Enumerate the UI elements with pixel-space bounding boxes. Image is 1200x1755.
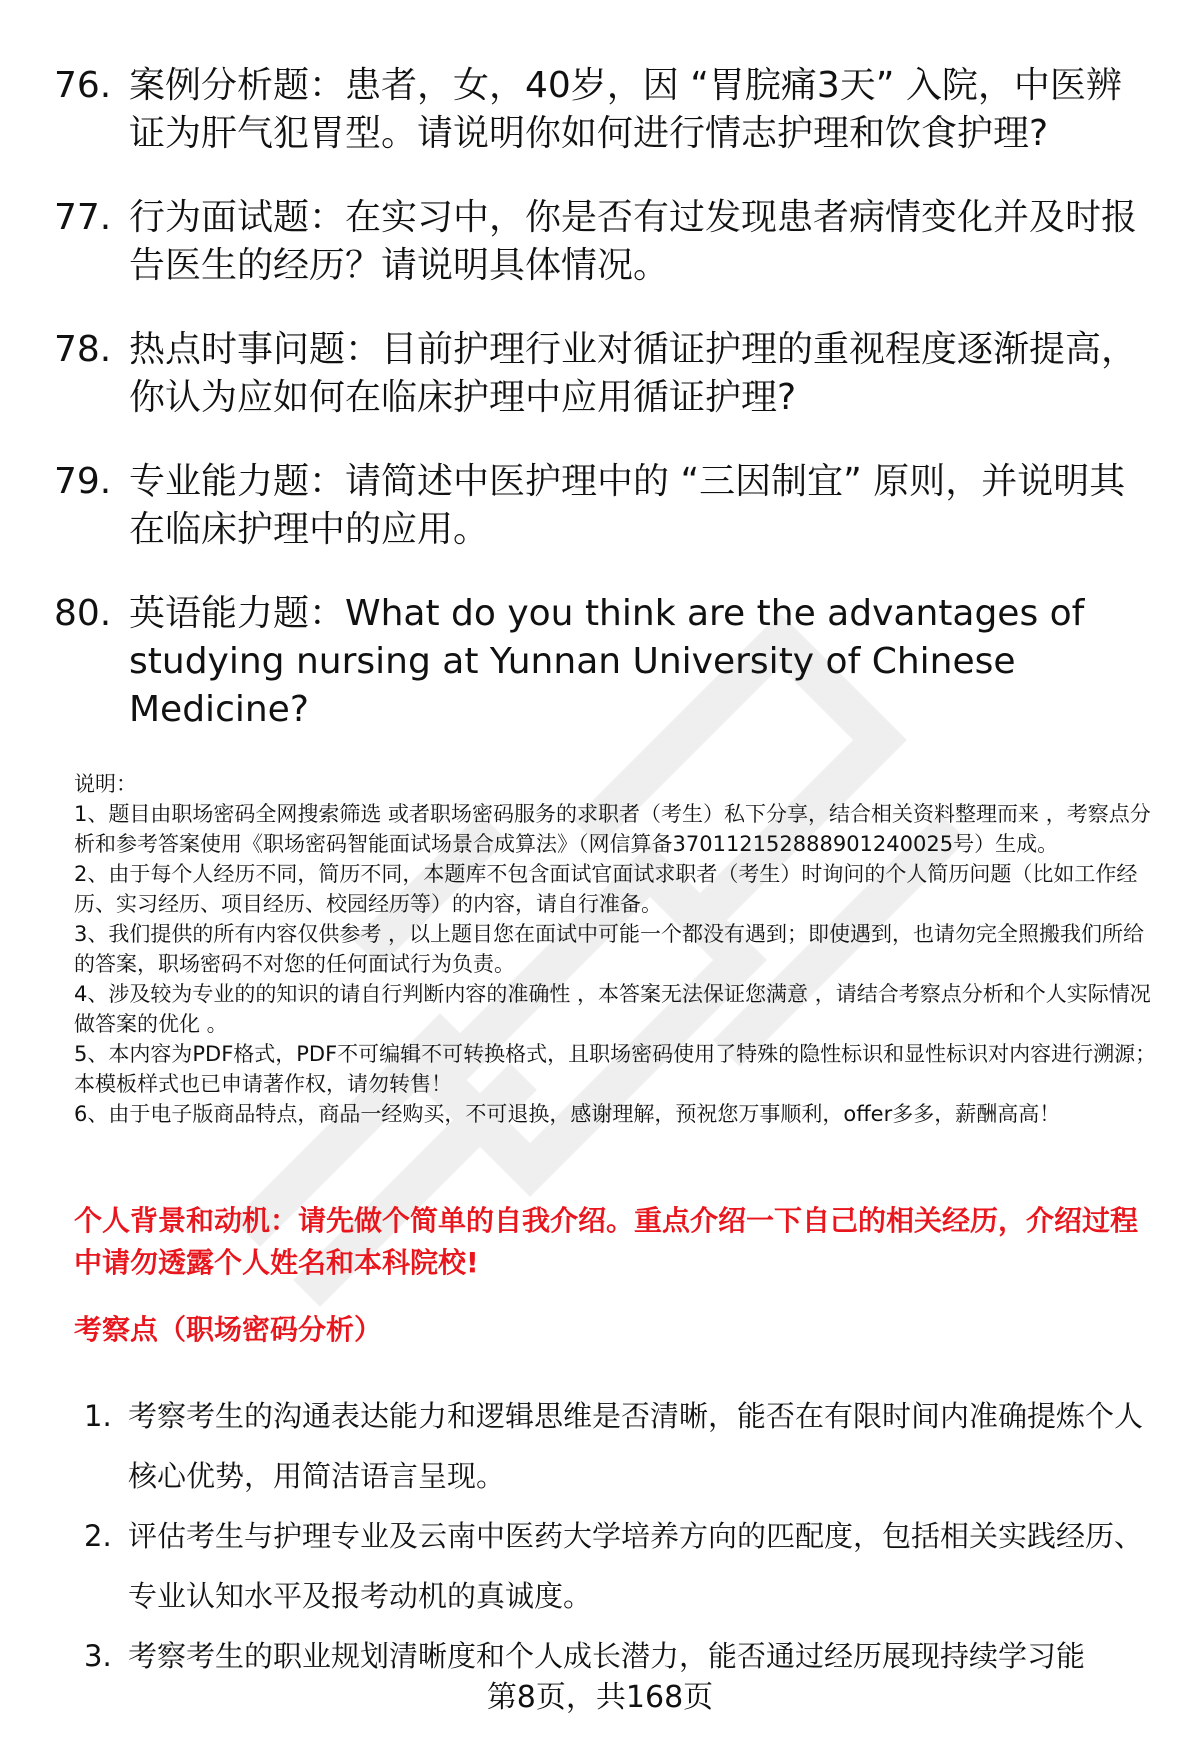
question-item bbox=[54, 194, 1154, 290]
point-number: 2. bbox=[84, 1519, 112, 1553]
question-text: 案例分析题：患者，女，40岁，因 “胃脘痛3天” 入院，中医辨证为肝气犯胃型。请说明你如何进行情志护理和饮食护理? bbox=[129, 65, 1122, 154]
question-text: 热点时事问题：目前护理行业对循证护理的重视程度逐渐提高，你认为应如何在临床护理中应用循证护理? bbox=[129, 329, 1138, 418]
disclaimer-notes bbox=[74, 769, 1164, 1129]
point-text: 考察考生的沟通表达能力和逻辑思维是否清晰，能否在有限时间内准确提炼个人核心优势，用简洁语言呈现。 bbox=[128, 1399, 1144, 1493]
question-item bbox=[54, 590, 1154, 734]
note-item: 5、本内容为PDF格式，PDF不可编辑不可转换格式，且职场密码使用了特殊的隐性标识和显性标识对内容进行溯源；本模板样式也已申请著作权，请勿转售！ bbox=[74, 1042, 1157, 1096]
note-item: 3、我们提供的所有内容仅供参考 ，以上题目您在面试中可能一个都没有遇到；即使遇到，也请勿完全照搬我们所给的答案，职场密码不对您的任何面试行为负责。 bbox=[74, 922, 1145, 976]
question-list bbox=[54, 62, 1154, 770]
note-item: 2、由于每个人经历不同，简历不同，本题库不包含面试官面试求职者（考生）时询问的个人简历问题（比如工作经历、实习经历、项目经历、校园经历等）的内容，请自行准备。 bbox=[74, 862, 1138, 916]
analysis-points bbox=[84, 1386, 1164, 1686]
question-text: 专业能力题：请简述中医护理中的 “三因制宜” 原则，并说明其在临床护理中的应用。 bbox=[129, 461, 1126, 550]
point-number: 1. bbox=[84, 1399, 112, 1433]
analysis-point bbox=[84, 1626, 1164, 1686]
point-number: 3. bbox=[84, 1639, 112, 1673]
question-number: 78. bbox=[54, 329, 112, 370]
analysis-point bbox=[84, 1386, 1164, 1506]
analysis-heading: 考察点（职场密码分析） bbox=[74, 1313, 383, 1346]
question-text: 行为面试题：在实习中，你是否有过发现患者病情变化并及时报告医生的经历？请说明具体情况。 bbox=[129, 197, 1138, 286]
note-item: 1、题目由职场密码全网搜索筛选 或者职场密码服务的求职者（考生）私下分享，结合相关资料整理而来 ，考察点分析和参考答案使用《职场密码智能面试场景合成算法》（网信算备370112152888901240025号）生成。 bbox=[74, 802, 1151, 856]
point-text: 考察考生的职业规划清晰度和个人成长潜力，能否通过经历展现持续学习能 bbox=[128, 1639, 1086, 1673]
section-heading: 个人背景和动机：请先做个简单的自我介绍。重点介绍一下自己的相关经历，介绍过程中请勿透露个人姓名和本科院校! bbox=[74, 1204, 1139, 1279]
point-text: 评估考生与护理专业及云南中医药大学培养方向的匹配度，包括相关实践经历、专业认知水平及报考动机的真诚度。 bbox=[128, 1519, 1144, 1613]
note-item: 4、涉及较为专业的的知识的请自行判断内容的准确性 ，本答案无法保证您满意 ，请结合考察点分析和个人实际情况做答案的优化 。 bbox=[74, 982, 1151, 1036]
question-text: 英语能力题：What do you think are the advantages of studying nursing at Yunnan University of Chinese Medicine? bbox=[129, 593, 1085, 730]
question-number: 77. bbox=[54, 197, 112, 238]
question-number: 76. bbox=[54, 65, 112, 106]
question-number: 79. bbox=[54, 461, 112, 502]
question-item bbox=[54, 458, 1154, 554]
question-number: 80. bbox=[54, 593, 112, 634]
question-item bbox=[54, 326, 1154, 422]
page-footer: 第8页，共168页 bbox=[486, 1680, 714, 1715]
analysis-point bbox=[84, 1506, 1164, 1626]
note-item: 6、由于电子版商品特点，商品一经购买，不可退换，感谢理解，预祝您万事顺利，offer多多，薪酬高高！ bbox=[74, 1102, 1061, 1126]
question-item bbox=[54, 62, 1154, 158]
notes-title: 说明： bbox=[74, 772, 137, 796]
